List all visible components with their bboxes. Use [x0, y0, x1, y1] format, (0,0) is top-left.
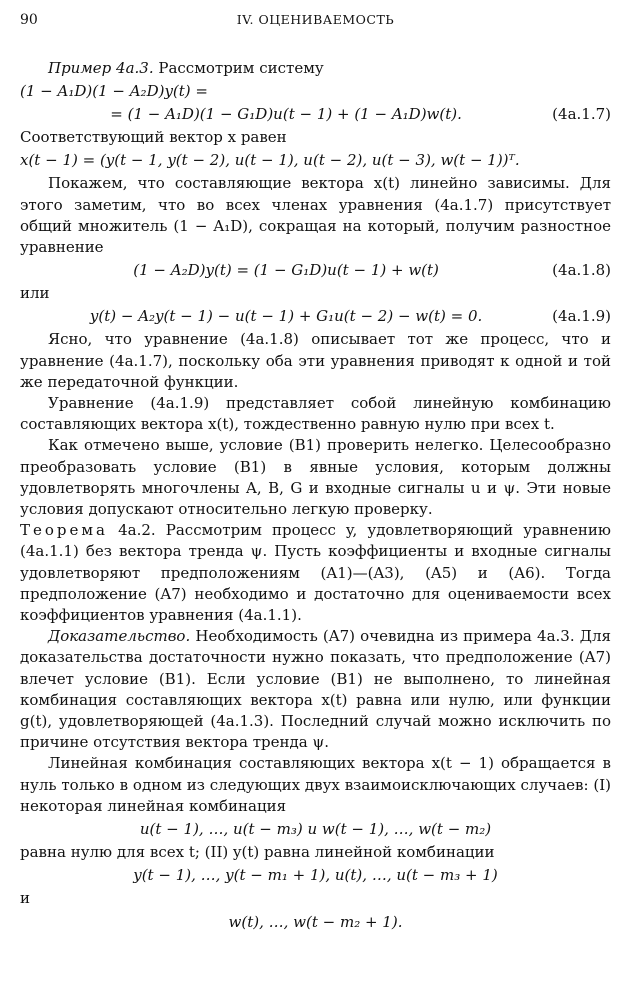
proof-text: Необходимость (A7) очевидна из примера 4a.3. Для доказательства достаточности нужно показать, что предположение (A7) влечет условие (B1). Если условие (B1) не выполнено, то линейная комбинация составляющих вектора x(t) равна или нулю, или функции g(t), удовлетворяющей (4a.1.3). Последний случай можно исключить по причине отсутствия вектора тренда ψ.	[20, 627, 611, 752]
vector-equation: x(t − 1) = (y(t − 1, y(t − 2), u(t − 1), u(t − 2), u(t − 3), w(t − 1))ᵀ.	[20, 151, 520, 170]
and-word: и	[20, 889, 30, 908]
paragraph-zero: равна нулю для всех t; (II) y(t) равна линейной комбинации	[20, 843, 495, 862]
example-label: Пример 4a.3.	[48, 59, 154, 77]
equation-y-u: y(t − 1), …, y(t − m₁ + 1), u(t), …, u(t − m₃ + 1)	[133, 866, 498, 885]
equation-w: w(t), …, w(t − m₂ + 1).	[228, 912, 403, 931]
paragraph-linear: Линейная комбинация составляющих вектора x(t − 1) обращается в нуль только в одном из следующих двух взаимоисключающих случаев: (I) некоторая линейная комбинация	[20, 754, 611, 815]
theorem-text: 4a.2. Рассмотрим процесс y, удовлетворяющий уравнению (4a.1.1) без вектора тренда ψ. Пусть коэффициенты и входные сигналы удовлетворяют предположениям (A1)—(A3), (A5) и (A6). Тогда предположение (A7) необходимо и достаточно для оцениваемости всех коэффициентов уравнения (4a.1.1).	[20, 521, 611, 625]
theorem-label: Теорема	[20, 521, 109, 540]
example-text: Рассмотрим систему	[153, 59, 324, 77]
vector-intro: Соответствующий вектор x равен	[20, 128, 287, 147]
page-header	[20, 12, 611, 32]
theorem	[20, 520, 611, 626]
equation-4a-1-7-line2: = (1 − A₁D)(1 − G₁D)u(t − 1) + (1 − A₁D)w(t). (4a.1.7)	[110, 105, 611, 124]
paragraph-eq9: Уравнение (4a.1.9) представляет собой линейную комбинацию составляющих вектора x(t), тождественно равную нулю при всех t.	[20, 394, 611, 434]
equation-number: (4a.1.9)	[552, 307, 611, 326]
equation-number: (4a.1.7)	[552, 105, 611, 124]
proof	[20, 626, 611, 753]
equation-4a-1-9: y(t) − A₂y(t − 1) − u(t − 1) + G₁u(t − 2) − w(t) = 0. (4a.1.9)	[89, 307, 611, 326]
paragraph-b1: Как отмечено выше, условие (B1) проверить нелегко. Целесообразно преобразовать условие (B1) в явные условия, которым должны удовлетворять многочлены A, B, G и входные сигналы u и ψ. Эти новые условия допускают относительно легкую проверку.	[20, 436, 611, 519]
equation-4a-1-8: (1 − A₂D)y(t) = (1 − G₁D)u(t − 1) + w(t) (4a.1.8)	[133, 261, 611, 280]
running-title: IV. ОЦЕНИВАЕМОСТЬ	[236, 12, 395, 27]
equation-u-w: u(t − 1), …, u(t − m₃) и w(t − 1), …, w(t − m₂)	[139, 820, 492, 839]
equation-number: (4a.1.8)	[552, 261, 611, 280]
or-word: или	[20, 284, 50, 303]
paragraph-show: Покажем, что составляющие вектора x(t) линейно зависимы. Для этого заметим, что во всех членах уравнения (4a.1.7) присутствует общий множитель (1 − A₁D), сокращая на который, получим разностное уравнение	[20, 174, 611, 257]
example-heading	[20, 58, 611, 79]
page-number: 90	[20, 12, 38, 28]
proof-label: Доказательство.	[48, 627, 191, 646]
page-body	[20, 58, 611, 935]
equation-4a-1-7-line1: (1 − A₁D)(1 − A₂D)y(t) =	[20, 82, 208, 101]
paragraph-clear: Ясно, что уравнение (4a.1.8) описывает тот же процесс, что и уравнение (4a.1.7), поскольку оба эти уравнения приводят к одной и той же передаточной функции.	[20, 330, 611, 391]
